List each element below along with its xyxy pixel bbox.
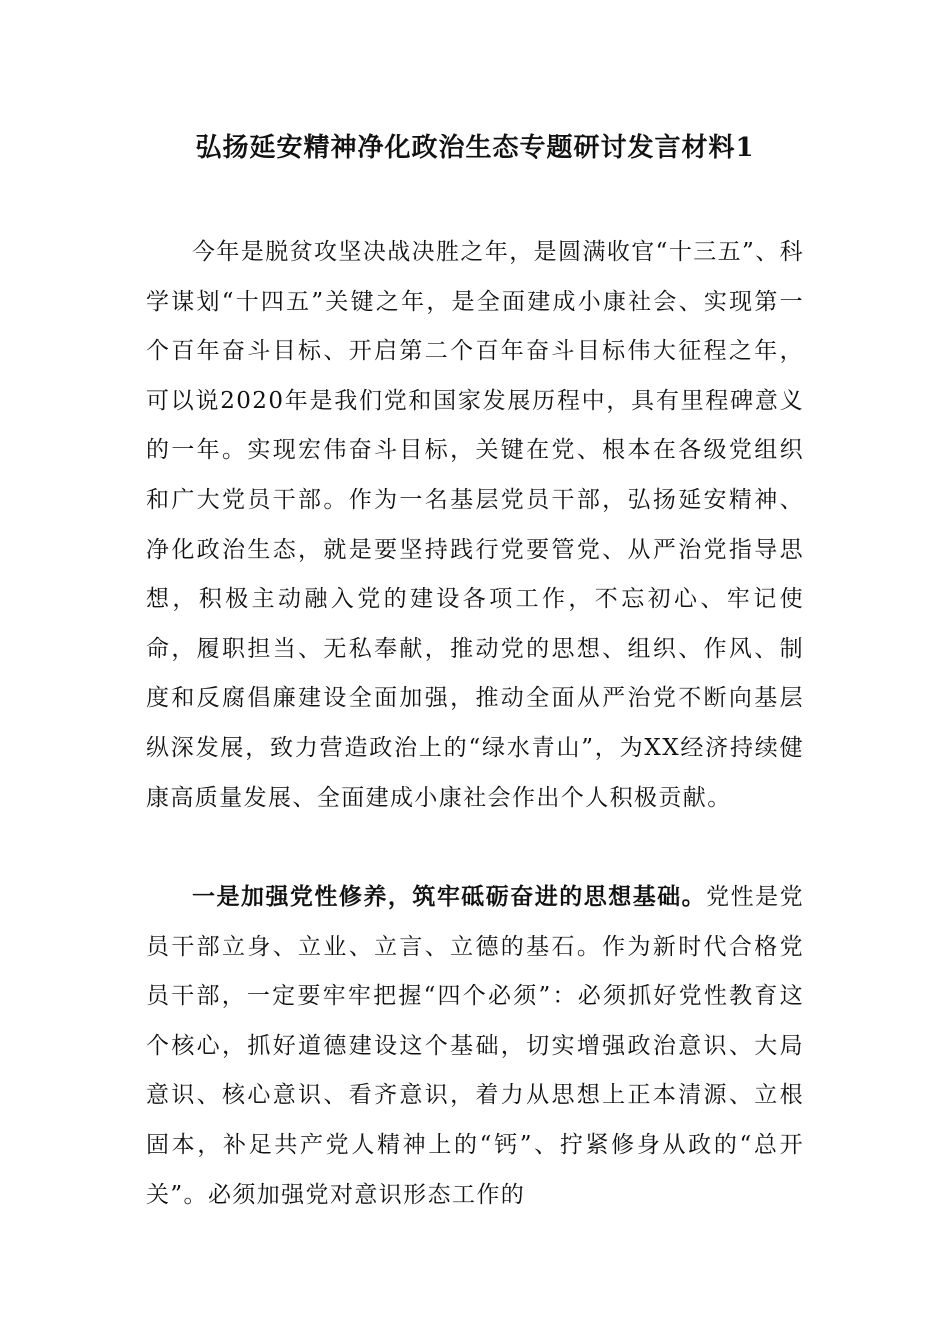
document-title: 弘扬延安精神净化政治生态专题研讨发言材料1 xyxy=(195,133,755,163)
paragraph-point-one xyxy=(146,872,804,1220)
paragraph-point-one-heading: 一是加强党性修养，筑牢砥砺奋进的思想基础。 xyxy=(192,883,707,910)
paragraph-intro-text: 今年是脱贫攻坚决战决胜之年，是圆满收官“十三五”、科学谋划“十四五”关键之年，是全面建成小康社会、实现第一个百年奋斗目标、开启第二个百年奋斗目标伟大征程之年，可以说2020年是我们党和国家发展历程中，具有里程碑意义的一年。实现宏伟奋斗目标，关键在党、根本在各级党组织和广大党员干部。作为一名基层党员干部，弘扬延安精神、净化政治生态，就是要坚持践行党要管党、从严治党指导思想，积极主动融入党的建设各项工作，不忘初心、牢记使命，履职担当、无私奉献，推动党的思想、组织、作风、制度和反腐倡廉建设全面加强，推动全面从严治党不断向基层纵深发展，致力营造政治上的“绿水青山”，为XX经济持续健康高质量发展、全面建成小康社会作出个人积极贡献。 xyxy=(146,239,804,811)
paragraph-intro xyxy=(146,228,804,823)
paragraph-point-one-text: 党性是党员干部立身、立业、立言、立德的基石。作为新时代合格党员干部，一定要牢牢把握“四个必须”：必须抓好党性教育这个核心，抓好道德建设这个基础，切实增强政治意识、大局意识、核心意识、看齐意识，着力从思想上正本清源、立根固本，补足共产党人精神上的“钙”、拧紧修身从政的“总开关”。必须加强党对意识形态工作的 xyxy=(146,884,804,1208)
